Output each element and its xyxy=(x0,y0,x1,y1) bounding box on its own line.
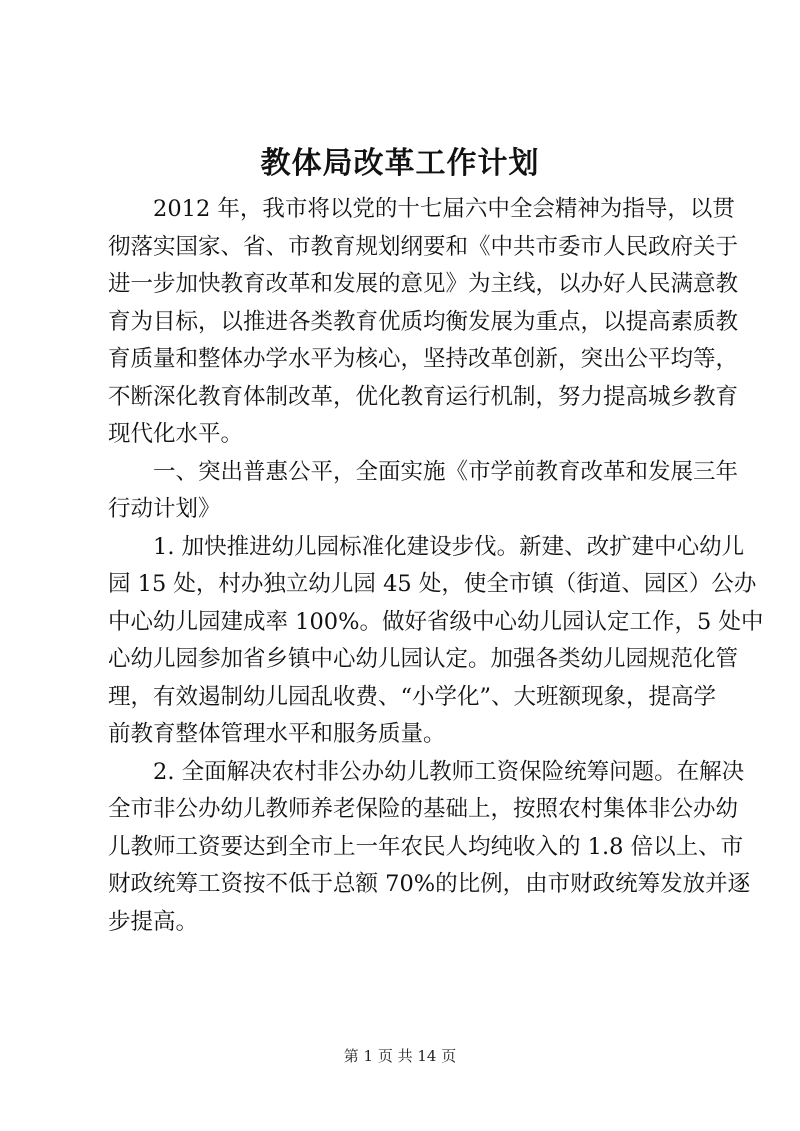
paragraph-item-1 xyxy=(108,529,764,754)
paragraph-line: 不断深化教育体制改革，优化教育运行机制，努力提高城乡教育 xyxy=(108,383,739,410)
paragraph-line: 进一步加快教育改革和发展的意见》为主线，以办好人民满意教 xyxy=(108,271,739,297)
document-title: 教体局改革工作计划 xyxy=(260,146,540,181)
paragraph-line: 育质量和整体办学水平为核心，坚持改革创新，突出公平均等， xyxy=(108,346,739,372)
paragraph-line: 心幼儿园参加省乡镇中心幼儿园认定。加强各类幼儿园规范化管 xyxy=(108,646,739,672)
paragraph-line: 理，有效遏制幼儿园乱收费、“小学化”、大班额现象，提高学 xyxy=(108,683,717,710)
paragraph-line: 行动计划》 xyxy=(108,496,221,522)
paragraph-line: 步提高。 xyxy=(108,908,199,935)
section-heading-1 xyxy=(108,454,739,529)
paragraph-line: 儿教师工资要达到全市上一年农民人均纯收入的 1.8 倍以上、市 xyxy=(108,833,744,860)
paragraph-line: 财政统筹工资按不低于总额 70%的比例，由市财政统筹发放并逐 xyxy=(108,871,751,897)
paragraph-line: 现代化水平。 xyxy=(108,421,244,447)
paragraph-line: 彻落实国家、省、市教育规划纲要和《中共市委市人民政府关于 xyxy=(108,233,739,260)
paragraph-line: 1. 加快推进幼儿园标准化建设步伐。新建、改扩建中心幼儿 xyxy=(153,533,745,560)
paragraph-line: 育为目标，以推进各类教育优质均衡发展为重点，以提高素质教 xyxy=(108,308,739,335)
paragraph-line: 园 15 处，村办独立幼儿园 45 处，使全市镇（街道、园区）公办 xyxy=(108,571,757,597)
page-number-footer: 第 1 页 共 14 页 xyxy=(343,1047,457,1065)
paragraph-line: 一、突出普惠公平，全面实施《市学前教育改革和发展三年 xyxy=(153,458,739,485)
paragraph-item-2 xyxy=(108,754,751,942)
paragraph-line: 2. 全面解决农村非公办幼儿教师工资保险统筹问题。在解决 xyxy=(153,758,745,785)
paragraph-line: 2012 年，我市将以党的十七届六中全会精神为指导，以贯 xyxy=(153,196,735,222)
paragraph-line: 中心幼儿园建成率 100%。做好省级中心幼儿园认定工作，5 处中 xyxy=(108,608,764,635)
paragraph-line: 前教育整体管理水平和服务质量。 xyxy=(108,721,446,747)
paragraph-line: 全市非公办幼儿教师养老保险的基础上，按照农村集体非公办幼 xyxy=(108,796,739,822)
document-body xyxy=(108,191,764,941)
paragraph-intro xyxy=(108,191,739,454)
